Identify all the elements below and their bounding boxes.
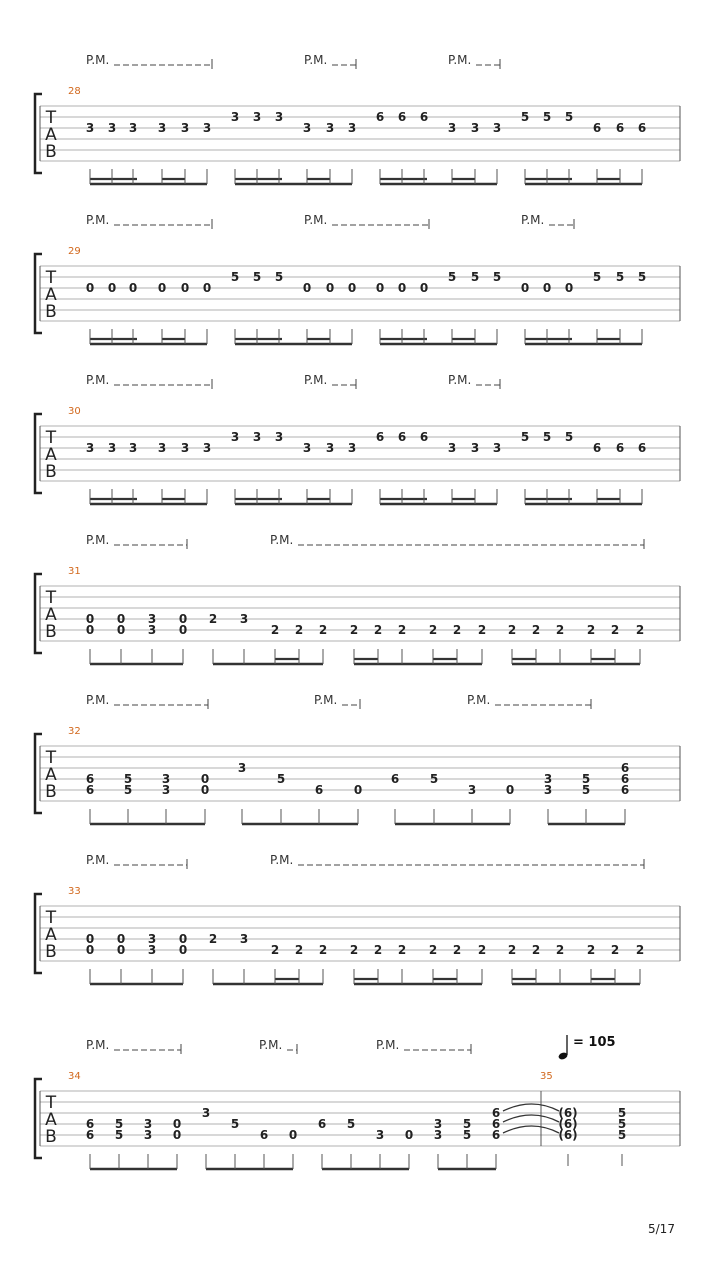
fret-number: 2 bbox=[635, 943, 645, 957]
tab-clef-t: T bbox=[45, 108, 57, 128]
fret-number: 3 bbox=[128, 121, 138, 135]
fret-number: 0 bbox=[404, 1128, 414, 1142]
fret-number: 2 bbox=[477, 943, 487, 957]
fret-number: 0 bbox=[116, 932, 126, 946]
palm-mute-label: P.M. bbox=[314, 693, 338, 707]
tab-clef-t: T bbox=[45, 428, 57, 448]
palm-mute-label: P.M. bbox=[86, 53, 110, 67]
fret-number: 2 bbox=[555, 623, 565, 637]
fret-number: 3 bbox=[492, 121, 502, 135]
fret-number: 3 bbox=[202, 121, 212, 135]
fret-number: 0 bbox=[325, 281, 335, 295]
fret-number: 3 bbox=[543, 783, 553, 797]
fret-number: 6 bbox=[491, 1117, 501, 1131]
fret-number: 3 bbox=[128, 441, 138, 455]
fret-number: 6 bbox=[85, 783, 95, 797]
fret-number: 3 bbox=[302, 441, 312, 455]
bar-number: 34 bbox=[68, 1071, 81, 1082]
fret-number: 5 bbox=[564, 430, 574, 444]
fret-number: 2 bbox=[318, 943, 328, 957]
fret-number: 2 bbox=[373, 943, 383, 957]
fret-number: 3 bbox=[239, 932, 249, 946]
fret-number: 5 bbox=[274, 270, 284, 284]
tab-clef-t: T bbox=[45, 268, 57, 288]
fret-number: 5 bbox=[123, 783, 133, 797]
fret-number: 3 bbox=[274, 430, 284, 444]
fret-number: 3 bbox=[237, 761, 247, 775]
fret-number: 3 bbox=[302, 121, 312, 135]
fret-number: 3 bbox=[157, 121, 167, 135]
fret-number: 2 bbox=[294, 623, 304, 637]
palm-mute-label: P.M. bbox=[86, 213, 110, 227]
palm-mute-label: P.M. bbox=[86, 373, 110, 387]
fret-number: 0 bbox=[172, 1128, 182, 1142]
fret-number: 3 bbox=[543, 772, 553, 786]
fret-number: 0 bbox=[85, 612, 95, 626]
tab-system-29 bbox=[35, 213, 680, 344]
tab-clef-t: T bbox=[45, 588, 57, 608]
tab-system-31 bbox=[35, 533, 680, 664]
tab-clef-t: T bbox=[45, 908, 57, 928]
fret-number: 2 bbox=[555, 943, 565, 957]
fret-number: 5 bbox=[520, 430, 530, 444]
fret-number: 5 bbox=[581, 772, 591, 786]
fret-number: 2 bbox=[349, 623, 359, 637]
fret-number: 0 bbox=[288, 1128, 298, 1142]
fret-number: 0 bbox=[85, 932, 95, 946]
fret-number: 0 bbox=[157, 281, 167, 295]
fret-number: 6 bbox=[85, 772, 95, 786]
palm-mute-label: P.M. bbox=[270, 533, 294, 547]
fret-number: 0 bbox=[302, 281, 312, 295]
tempo-marking: = 105 bbox=[573, 1035, 616, 1050]
tie-arc bbox=[503, 1115, 559, 1122]
tab-clef-a: A bbox=[45, 125, 57, 145]
fret-number: 2 bbox=[452, 943, 462, 957]
fret-number: (6) bbox=[558, 1128, 578, 1142]
tab-clef-a: A bbox=[45, 925, 57, 945]
fret-number: 5 bbox=[542, 110, 552, 124]
fret-number: 3 bbox=[161, 772, 171, 786]
fret-number: 3 bbox=[492, 441, 502, 455]
fret-number: 5 bbox=[447, 270, 457, 284]
fret-number: 5 bbox=[492, 270, 502, 284]
fret-number: 5 bbox=[346, 1117, 356, 1131]
fret-number: 6 bbox=[620, 772, 630, 786]
fret-number: 6 bbox=[419, 110, 429, 124]
tie-arc bbox=[503, 1126, 559, 1133]
fret-number: 6 bbox=[85, 1117, 95, 1131]
fret-number: 0 bbox=[172, 1117, 182, 1131]
fret-number: 2 bbox=[531, 623, 541, 637]
tab-clef-b: B bbox=[45, 302, 57, 322]
fret-number: 5 bbox=[615, 270, 625, 284]
fret-number: 2 bbox=[397, 623, 407, 637]
fret-number: 0 bbox=[200, 783, 210, 797]
fret-number: 6 bbox=[259, 1128, 269, 1142]
tab-clef-t: T bbox=[45, 1093, 57, 1113]
fret-number: 6 bbox=[592, 441, 602, 455]
fret-number: 0 bbox=[116, 623, 126, 637]
fret-number: 3 bbox=[157, 441, 167, 455]
fret-number: 3 bbox=[433, 1128, 443, 1142]
fret-number: 2 bbox=[452, 623, 462, 637]
fret-number: 2 bbox=[318, 623, 328, 637]
bar-number: 30 bbox=[68, 406, 81, 417]
fret-number: 5 bbox=[276, 772, 286, 786]
fret-number: 3 bbox=[375, 1128, 385, 1142]
fret-number: 5 bbox=[470, 270, 480, 284]
fret-number: 0 bbox=[128, 281, 138, 295]
fret-number: 3 bbox=[107, 441, 117, 455]
fret-number: 3 bbox=[447, 121, 457, 135]
tab-clef-a: A bbox=[45, 445, 57, 465]
tab-clef-a: A bbox=[45, 765, 57, 785]
palm-mute-label: P.M. bbox=[304, 213, 328, 227]
tab-clef-b: B bbox=[45, 1127, 57, 1147]
fret-number: 2 bbox=[507, 943, 517, 957]
fret-number: 2 bbox=[270, 623, 280, 637]
fret-number: 3 bbox=[143, 1128, 153, 1142]
palm-mute-label: P.M. bbox=[86, 853, 110, 867]
fret-number: 6 bbox=[419, 430, 429, 444]
fret-number: 2 bbox=[270, 943, 280, 957]
fret-number: 0 bbox=[200, 772, 210, 786]
fret-number: 5 bbox=[429, 772, 439, 786]
fret-number: 2 bbox=[635, 623, 645, 637]
fret-number: 0 bbox=[116, 943, 126, 957]
fret-number: 2 bbox=[428, 943, 438, 957]
fret-number: 3 bbox=[107, 121, 117, 135]
fret-number: 3 bbox=[347, 441, 357, 455]
fret-number: 2 bbox=[610, 623, 620, 637]
fret-number: 2 bbox=[507, 623, 517, 637]
tab-system-30 bbox=[35, 373, 680, 504]
fret-number: 6 bbox=[620, 783, 630, 797]
fret-number: 2 bbox=[294, 943, 304, 957]
fret-number: 6 bbox=[85, 1128, 95, 1142]
tie-arc bbox=[503, 1104, 559, 1111]
fret-number: 6 bbox=[314, 783, 324, 797]
fret-number: 5 bbox=[123, 772, 133, 786]
fret-number: 3 bbox=[230, 430, 240, 444]
palm-mute-label: P.M. bbox=[86, 693, 110, 707]
palm-mute-label: P.M. bbox=[304, 373, 328, 387]
fret-number: 2 bbox=[586, 943, 596, 957]
palm-mute-label: P.M. bbox=[448, 53, 472, 67]
fret-number: 6 bbox=[397, 430, 407, 444]
fret-number: 5 bbox=[462, 1128, 472, 1142]
fret-number: 3 bbox=[347, 121, 357, 135]
fret-number: 3 bbox=[202, 441, 212, 455]
fret-number: 5 bbox=[581, 783, 591, 797]
fret-number: 3 bbox=[85, 441, 95, 455]
fret-number: 6 bbox=[390, 772, 400, 786]
fret-number: 0 bbox=[347, 281, 357, 295]
fret-number: 5 bbox=[564, 110, 574, 124]
bar-number: 29 bbox=[68, 246, 81, 257]
fret-number: 6 bbox=[615, 121, 625, 135]
fret-number: 2 bbox=[477, 623, 487, 637]
fret-number: 3 bbox=[325, 121, 335, 135]
fret-number: 3 bbox=[85, 121, 95, 135]
fret-number: 6 bbox=[397, 110, 407, 124]
palm-mute-label: P.M. bbox=[448, 373, 472, 387]
fret-number: (6) bbox=[558, 1117, 578, 1131]
bar-number: 32 bbox=[68, 726, 81, 737]
fret-number: 6 bbox=[637, 121, 647, 135]
tab-clef-b: B bbox=[45, 942, 57, 962]
fret-number: 3 bbox=[147, 943, 157, 957]
tab-system-33 bbox=[35, 853, 680, 984]
fret-number: 5 bbox=[542, 430, 552, 444]
tab-clef-b: B bbox=[45, 142, 57, 162]
bar-number: 28 bbox=[68, 86, 81, 97]
fret-number: 6 bbox=[615, 441, 625, 455]
fret-number: 3 bbox=[467, 783, 477, 797]
tab-clef-t: T bbox=[45, 748, 57, 768]
tab-clef-a: A bbox=[45, 605, 57, 625]
fret-number: 2 bbox=[397, 943, 407, 957]
fret-number: 0 bbox=[505, 783, 515, 797]
fret-number: 5 bbox=[462, 1117, 472, 1131]
fret-number: 3 bbox=[230, 110, 240, 124]
fret-number: 3 bbox=[147, 623, 157, 637]
tab-clef-b: B bbox=[45, 782, 57, 802]
tab-clef-b: B bbox=[45, 462, 57, 482]
palm-mute-label: P.M. bbox=[259, 1038, 283, 1052]
fret-number: (6) bbox=[558, 1106, 578, 1120]
fret-number: 6 bbox=[620, 761, 630, 775]
fret-number: 0 bbox=[564, 281, 574, 295]
fret-number: 3 bbox=[470, 441, 480, 455]
fret-number: 2 bbox=[586, 623, 596, 637]
fret-number: 3 bbox=[180, 441, 190, 455]
tab-clef-b: B bbox=[45, 622, 57, 642]
palm-mute-label: P.M. bbox=[467, 693, 491, 707]
fret-number: 0 bbox=[202, 281, 212, 295]
fret-number: 5 bbox=[114, 1128, 124, 1142]
fret-number: 6 bbox=[491, 1106, 501, 1120]
fret-number: 0 bbox=[419, 281, 429, 295]
fret-number: 0 bbox=[85, 281, 95, 295]
palm-mute-label: P.M. bbox=[521, 213, 545, 227]
fret-number: 3 bbox=[180, 121, 190, 135]
fret-number: 6 bbox=[375, 430, 385, 444]
fret-number: 3 bbox=[201, 1106, 211, 1120]
page-number: 5/17 bbox=[648, 1222, 675, 1236]
quarter-note-icon bbox=[558, 1035, 569, 1061]
bar-number: 35 bbox=[540, 1071, 553, 1082]
fret-number: 0 bbox=[178, 623, 188, 637]
fret-number: 5 bbox=[114, 1117, 124, 1131]
tab-system-28 bbox=[35, 53, 680, 184]
fret-number: 3 bbox=[325, 441, 335, 455]
fret-number: 2 bbox=[428, 623, 438, 637]
palm-mute-label: P.M. bbox=[86, 533, 110, 547]
fret-number: 3 bbox=[147, 932, 157, 946]
fret-number: 0 bbox=[180, 281, 190, 295]
fret-number: 2 bbox=[208, 612, 218, 626]
fret-number: 5 bbox=[617, 1117, 627, 1131]
fret-number: 5 bbox=[520, 110, 530, 124]
palm-mute-label: P.M. bbox=[86, 1038, 110, 1052]
fret-number: 0 bbox=[107, 281, 117, 295]
fret-number: 5 bbox=[617, 1106, 627, 1120]
fret-number: 2 bbox=[349, 943, 359, 957]
fret-number: 2 bbox=[373, 623, 383, 637]
fret-number: 6 bbox=[317, 1117, 327, 1131]
fret-number: 6 bbox=[491, 1128, 501, 1142]
bar-number: 31 bbox=[68, 566, 81, 577]
tab-clef-a: A bbox=[45, 285, 57, 305]
fret-number: 5 bbox=[230, 270, 240, 284]
fret-number: 3 bbox=[143, 1117, 153, 1131]
fret-number: 5 bbox=[252, 270, 262, 284]
tab-system-32 bbox=[35, 693, 680, 824]
fret-number: 0 bbox=[397, 281, 407, 295]
fret-number: 5 bbox=[617, 1128, 627, 1142]
fret-number: 2 bbox=[208, 932, 218, 946]
fret-number: 5 bbox=[230, 1117, 240, 1131]
fret-number: 0 bbox=[85, 623, 95, 637]
fret-number: 3 bbox=[252, 110, 262, 124]
fret-number: 0 bbox=[178, 943, 188, 957]
fret-number: 3 bbox=[147, 612, 157, 626]
fret-number: 3 bbox=[274, 110, 284, 124]
palm-mute-label: P.M. bbox=[376, 1038, 400, 1052]
palm-mute-label: P.M. bbox=[304, 53, 328, 67]
fret-number: 2 bbox=[610, 943, 620, 957]
fret-number: 6 bbox=[592, 121, 602, 135]
fret-number: 5 bbox=[637, 270, 647, 284]
fret-number: 0 bbox=[85, 943, 95, 957]
fret-number: 0 bbox=[520, 281, 530, 295]
palm-mute-label: P.M. bbox=[270, 853, 294, 867]
fret-number: 3 bbox=[470, 121, 480, 135]
fret-number: 6 bbox=[637, 441, 647, 455]
tab-clef-a: A bbox=[45, 1110, 57, 1130]
fret-number: 3 bbox=[447, 441, 457, 455]
fret-number: 0 bbox=[375, 281, 385, 295]
fret-number: 0 bbox=[542, 281, 552, 295]
fret-number: 6 bbox=[375, 110, 385, 124]
fret-number: 3 bbox=[239, 612, 249, 626]
fret-number: 2 bbox=[531, 943, 541, 957]
fret-number: 0 bbox=[353, 783, 363, 797]
fret-number: 0 bbox=[178, 612, 188, 626]
fret-number: 3 bbox=[161, 783, 171, 797]
fret-number: 0 bbox=[178, 932, 188, 946]
fret-number: 3 bbox=[252, 430, 262, 444]
fret-number: 5 bbox=[592, 270, 602, 284]
fret-number: 3 bbox=[433, 1117, 443, 1131]
fret-number: 0 bbox=[116, 612, 126, 626]
bar-number: 33 bbox=[68, 886, 81, 897]
tab-system-34 bbox=[35, 1035, 680, 1169]
